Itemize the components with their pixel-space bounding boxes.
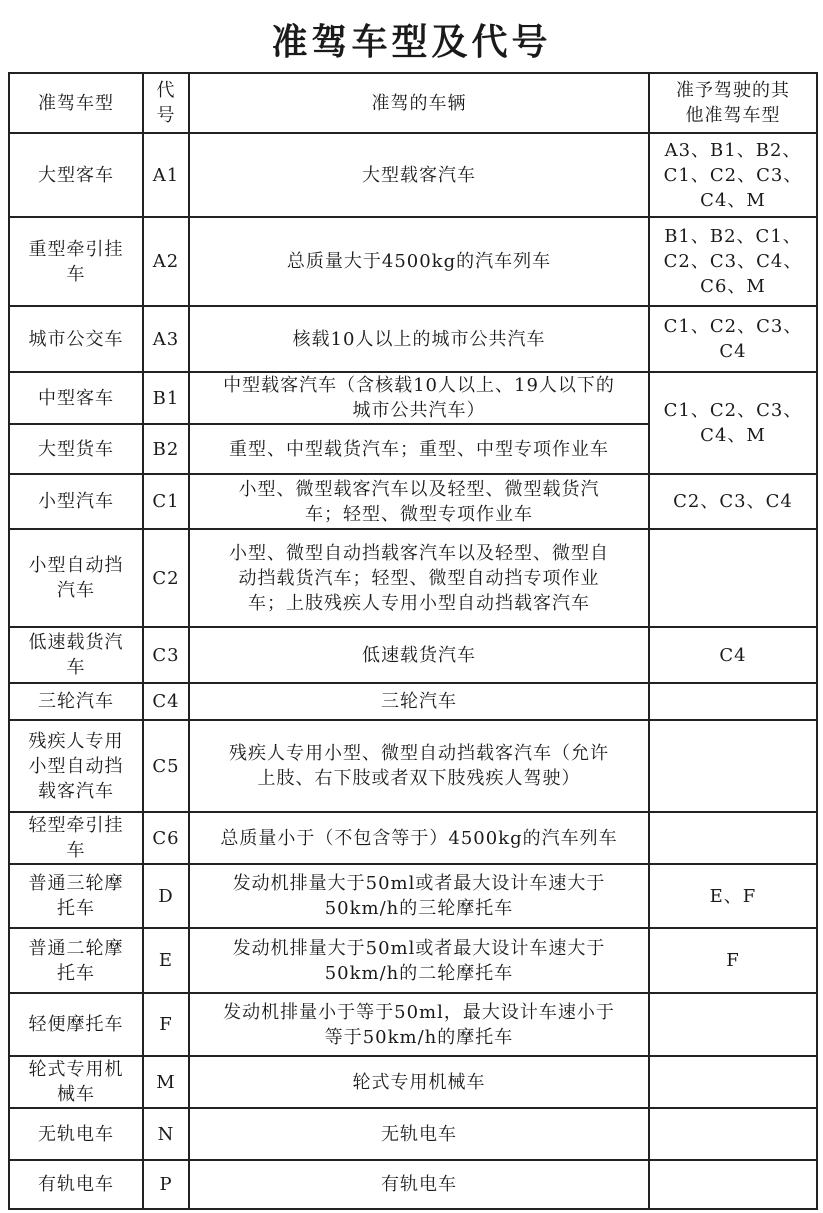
page-title: 准驾车型及代号 <box>271 21 552 63</box>
cell-code: A1 <box>143 133 189 217</box>
cell-other: A3、B1、B2、 C1、C2、C3、 C4、M <box>649 133 817 217</box>
cell-code: C1 <box>143 474 189 529</box>
cell-type: 有轨电车 <box>9 1160 143 1209</box>
cell-vehicles: 中型载客汽车（含核载10人以上、19人以下的 城市公共汽车） <box>189 372 649 424</box>
cell-other: E、F <box>649 864 817 928</box>
table-row <box>9 474 817 529</box>
table-row <box>9 812 817 864</box>
cell-code: A3 <box>143 306 189 372</box>
cell-code: P <box>143 1160 189 1209</box>
cell-type: 残疾人专用 小型自动挡 载客汽车 <box>9 720 143 812</box>
table-row <box>9 217 817 306</box>
cell-other <box>649 993 817 1056</box>
cell-vehicles: 总质量大于4500kg的汽车列车 <box>189 217 649 306</box>
table-row <box>9 306 817 372</box>
table-row <box>9 993 817 1056</box>
cell-vehicles: 总质量小于（不包含等于）4500kg的汽车列车 <box>189 812 649 864</box>
cell-vehicles: 残疾人专用小型、微型自动挡载客汽车（允许 上肢、右下肢或者双下肢残疾人驾驶） <box>189 720 649 812</box>
cell-type: 普通三轮摩 托车 <box>9 864 143 928</box>
header-type: 准驾车型 <box>9 73 143 133</box>
cell-code: C5 <box>143 720 189 812</box>
cell-other: B1、B2、C1、 C2、C3、C4、 C6、M <box>649 217 817 306</box>
cell-code: C4 <box>143 683 189 720</box>
table-row <box>9 529 817 627</box>
cell-other: C4 <box>649 627 817 683</box>
table-row <box>9 133 817 217</box>
cell-other <box>649 683 817 720</box>
cell-type: 轮式专用机 械车 <box>9 1056 143 1108</box>
table-row <box>9 372 817 424</box>
cell-vehicles: 大型载客汽车 <box>189 133 649 217</box>
cell-type: 三轮汽车 <box>9 683 143 720</box>
cell-type: 中型客车 <box>9 372 143 424</box>
cell-code: D <box>143 864 189 928</box>
cell-type: 大型客车 <box>9 133 143 217</box>
cell-vehicles: 小型、微型载客汽车以及轻型、微型载货汽 车；轻型、微型专项作业车 <box>189 474 649 529</box>
cell-vehicles: 有轨电车 <box>189 1160 649 1209</box>
cell-vehicles: 核载10人以上的城市公共汽车 <box>189 306 649 372</box>
table-row <box>9 627 817 683</box>
cell-type: 普通二轮摩 托车 <box>9 928 143 993</box>
cell-vehicles: 发动机排量大于50ml或者最大设计车速大于 50km/h的二轮摩托车 <box>189 928 649 993</box>
cell-code: M <box>143 1056 189 1108</box>
header-vehicles: 准驾的车辆 <box>189 73 649 133</box>
cell-vehicles: 无轨电车 <box>189 1108 649 1160</box>
cell-code: C2 <box>143 529 189 627</box>
cell-vehicles: 发动机排量小于等于50ml，最大设计车速小于 等于50km/h的摩托车 <box>189 993 649 1056</box>
cell-vehicles: 发动机排量大于50ml或者最大设计车速大于 50km/h的三轮摩托车 <box>189 864 649 928</box>
table-row <box>9 928 817 993</box>
cell-code: C6 <box>143 812 189 864</box>
cell-type: 无轨电车 <box>9 1108 143 1160</box>
cell-type: 小型自动挡 汽车 <box>9 529 143 627</box>
cell-code: F <box>143 993 189 1056</box>
table-row <box>9 1056 817 1108</box>
header-other: 准予驾驶的其 他准驾车型 <box>649 73 817 133</box>
table-row <box>9 1160 817 1209</box>
cell-code: C3 <box>143 627 189 683</box>
table-row <box>9 1108 817 1160</box>
cell-other <box>649 1108 817 1160</box>
cell-code: B2 <box>143 424 189 474</box>
cell-other <box>649 1056 817 1108</box>
cell-type: 低速载货汽 车 <box>9 627 143 683</box>
cell-type: 大型货车 <box>9 424 143 474</box>
cell-code: E <box>143 928 189 993</box>
cell-other <box>649 812 817 864</box>
cell-other: C1、C2、C3、 C4 <box>649 306 817 372</box>
cell-other <box>649 1160 817 1209</box>
cell-code: A2 <box>143 217 189 306</box>
cell-code: B1 <box>143 372 189 424</box>
cell-type: 城市公交车 <box>9 306 143 372</box>
cell-vehicles: 轮式专用机械车 <box>189 1056 649 1108</box>
cell-other: C1、C2、C3、 C4、M <box>649 372 817 474</box>
cell-code: N <box>143 1108 189 1160</box>
table-row <box>9 683 817 720</box>
cell-type: 轻便摩托车 <box>9 993 143 1056</box>
table-row <box>9 864 817 928</box>
cell-type: 重型牵引挂 车 <box>9 217 143 306</box>
license-class-table <box>8 72 818 1210</box>
cell-other: C2、C3、C4 <box>649 474 817 529</box>
cell-vehicles: 低速载货汽车 <box>189 627 649 683</box>
cell-vehicles: 小型、微型自动挡载客汽车以及轻型、微型自 动挡载货汽车；轻型、微型自动挡专项作业 车；上肢残疾人专用小型自动挡载客汽车 <box>189 529 649 627</box>
table-header-row <box>9 73 817 133</box>
cell-type: 轻型牵引挂 车 <box>9 812 143 864</box>
cell-vehicles: 三轮汽车 <box>189 683 649 720</box>
cell-other: F <box>649 928 817 993</box>
table-row <box>9 720 817 812</box>
cell-type: 小型汽车 <box>9 474 143 529</box>
cell-other <box>649 720 817 812</box>
cell-vehicles: 重型、中型载货汽车；重型、中型专项作业车 <box>189 424 649 474</box>
cell-other <box>649 529 817 627</box>
header-code: 代 号 <box>143 73 189 133</box>
